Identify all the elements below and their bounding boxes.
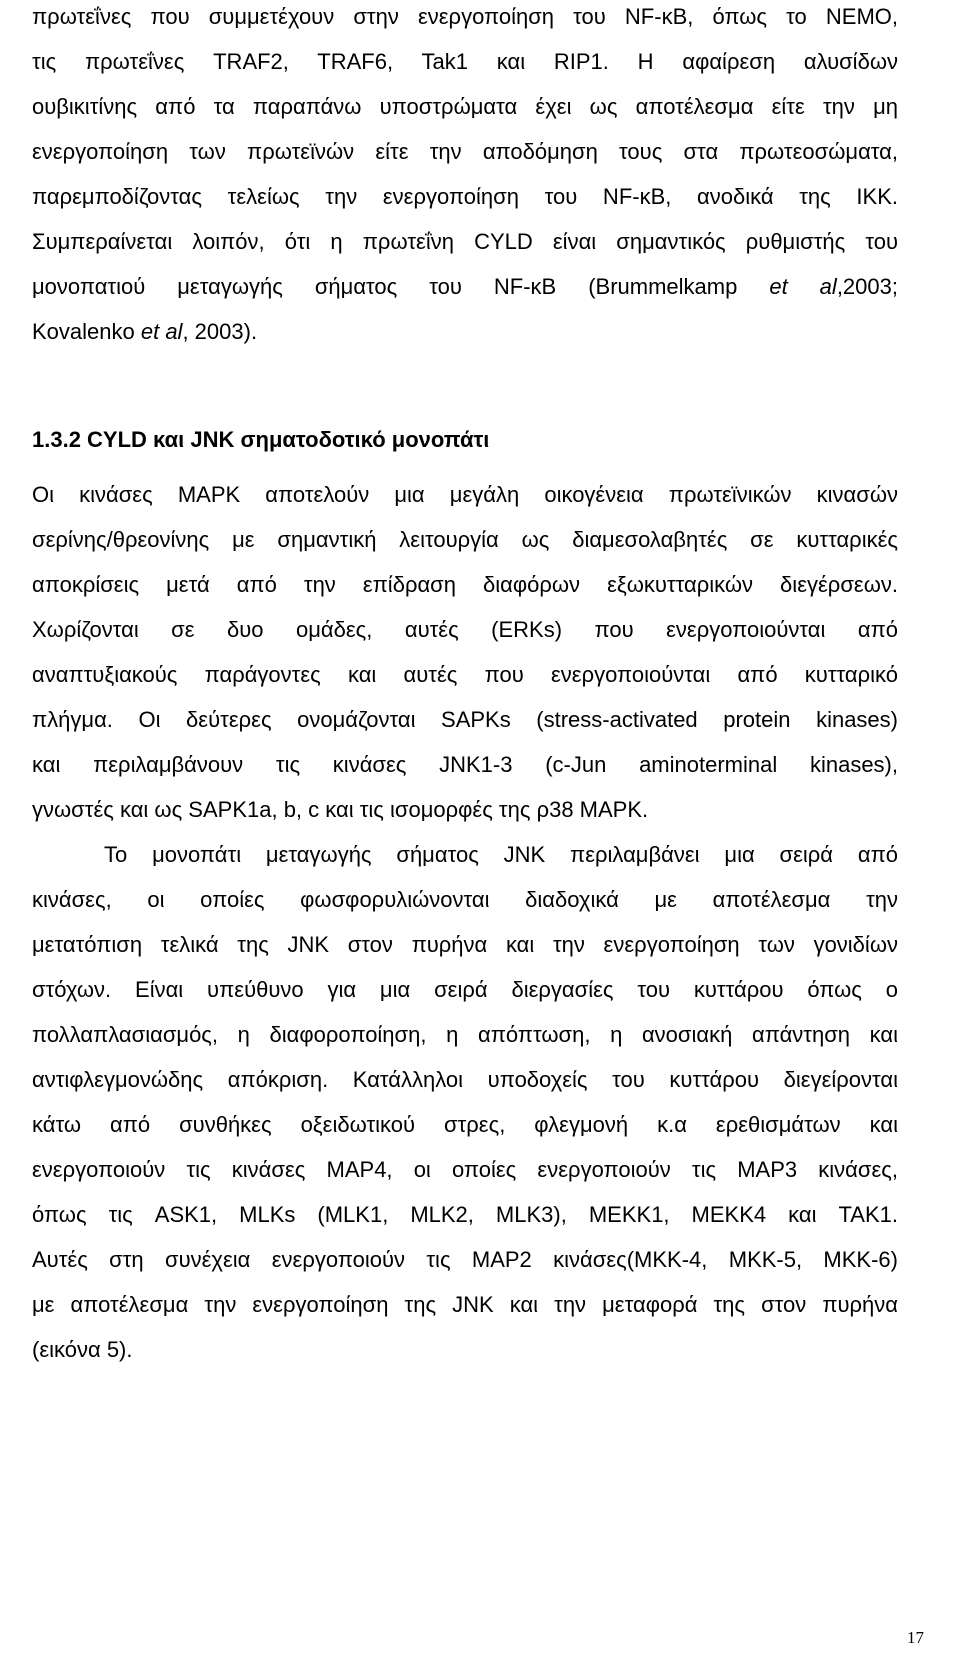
paragraph-1-text: Kovalenko bbox=[32, 319, 141, 344]
paragraph-1-line: ενεργοποίηση των πρωτεϊνών είτε την αποδόμηση τους στα πρωτεοσώματα, bbox=[32, 139, 898, 164]
paragraph-2-line: σερίνης/θρεονίνης με σημαντική λειτουργία ως διαμεσολαβητές σε κυτταρικές bbox=[32, 527, 898, 552]
paragraph-1-line bbox=[32, 264, 898, 310]
paragraph-1-line: πρωτεΐνες που συμμετέχουν στην ενεργοποίηση του NF-κB, όπως το NEMO, bbox=[32, 4, 898, 29]
paragraph-2-line: Χωρίζονται σε δυο ομάδες, αυτές (ERKs) που ενεργοποιούνται από bbox=[32, 617, 898, 642]
paragraph-3-line: αντιφλεγμονώδης απόκριση. Κατάλληλοι υποδοχείς του κυττάρου διεγείρονται bbox=[32, 1067, 898, 1092]
paragraph-2-line: Οι κινάσες MAPK αποτελούν μια μεγάλη οικογένεια πρωτεϊνικών κινασών bbox=[32, 482, 898, 507]
paragraph-1-line: παρεμποδίζοντας τελείως την ενεργοποίηση του NF-κB, ανοδικά της IKK. bbox=[32, 184, 898, 209]
page-number: 17 bbox=[907, 1628, 924, 1647]
paragraph-3-line: (εικόνα 5). bbox=[32, 1337, 133, 1362]
paragraph-1-line: τις πρωτεΐνες TRAF2, TRAF6, Tak1 και RIP1. Η αφαίρεση αλυσίδων bbox=[32, 49, 898, 74]
paragraph-3-line: κινάσες, οι οποίες φωσφορυλιώνονται διαδοχικά με αποτέλεσμα την bbox=[32, 887, 898, 912]
paragraph-1-line: Συμπεραίνεται λοιπόν, ότι η πρωτεΐνη CYLD είναι σημαντικός ρυθμιστής του bbox=[32, 229, 898, 254]
citation-et-al: et al bbox=[140, 319, 183, 344]
paragraph-2-line: αποκρίσεις μετά από την επίδραση διαφόρων εξωκυτταρικών διεγέρσεων. bbox=[32, 572, 898, 597]
paragraph-2-line: και περιλαμβάνουν τις κινάσες JNK1-3 (c-Jun aminoterminal kinases), bbox=[32, 752, 898, 777]
paragraph-1-line bbox=[32, 309, 898, 355]
citation-et-al: et al bbox=[769, 274, 837, 299]
paragraph-3-line: μετατόπιση τελικά της JNK στον πυρήνα και την ενεργοποίηση των γονιδίων bbox=[32, 932, 898, 957]
paragraph-2-line: πλήγμα. Οι δεύτερες ονομάζονται SAPKs (stress-activated protein kinases) bbox=[32, 707, 898, 732]
paragraph-3-line: ενεργοποιούν τις κινάσες MAP4, οι οποίες ενεργοποιούν τις MAP3 κινάσες, bbox=[32, 1157, 898, 1182]
paragraph-3-line: Αυτές στη συνέχεια ενεργοποιούν τις MAP2 κινάσες(MKK-4, MKK-5, MKK-6) bbox=[32, 1247, 898, 1272]
section-heading: 1.3.2 CYLD και JNK σηματοδοτικό μονοπάτι bbox=[32, 427, 490, 452]
paragraph-3-line: με αποτέλεσμα την ενεργοποίηση της JNK και την μεταφορά της στον πυρήνα bbox=[32, 1292, 898, 1317]
paragraph-1-text: , 2003). bbox=[182, 319, 258, 344]
paragraph-2-line: γνωστές και ως SAPK1a, b, c και τις ισομορφές της ρ38 MAPK. bbox=[32, 797, 649, 822]
paragraph-2-line: αναπτυξιακούς παράγοντες και αυτές που ενεργοποιούνται από κυτταρικό bbox=[32, 662, 898, 687]
paragraph-3-line: πολλαπλασιασμός, η διαφοροποίηση, η απόπτωση, η ανοσιακή απάντηση και bbox=[32, 1022, 898, 1047]
paragraph-1-text: μονοπατιού μεταγωγής σήματος του NF-κB (Brummelkamp bbox=[32, 274, 770, 299]
paragraph-3-line: όπως τις ASK1, MLKs (MLK1, MLK2, MLK3), MEKK1, MEKK4 και TAK1. bbox=[32, 1202, 898, 1227]
paragraph-3-line: κάτω από συνθήκες οξειδωτικού στρες, φλεγμονή κ.α ερεθισμάτων και bbox=[32, 1112, 898, 1137]
paragraph-1-line: ουβικιτίνης από τα παραπάνω υποστρώματα έχει ως αποτέλεσμα είτε την μη bbox=[32, 94, 898, 119]
paragraph-3-line: στόχων. Είναι υπεύθυνο για μια σειρά διεργασίες του κυττάρου όπως ο bbox=[32, 977, 898, 1002]
paragraph-1-text: ,2003; bbox=[836, 274, 898, 299]
paragraph-3-line: Το μονοπάτι μεταγωγής σήματος JNK περιλαμβάνει μια σειρά από bbox=[104, 842, 898, 867]
